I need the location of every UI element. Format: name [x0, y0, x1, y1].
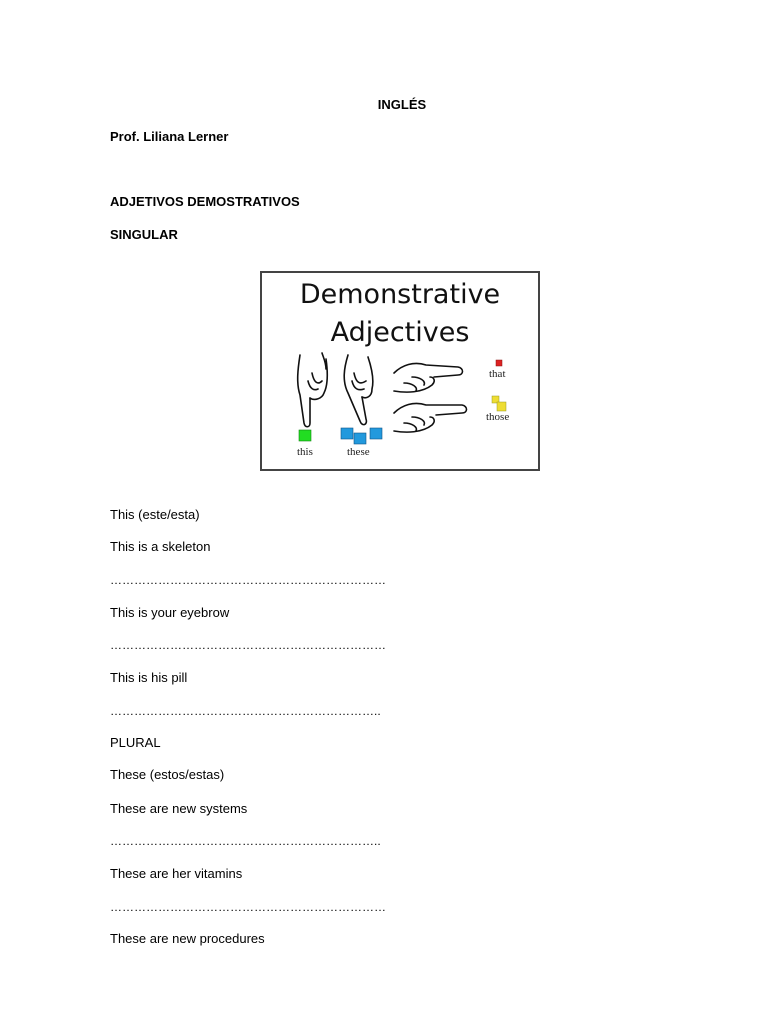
hand-pointing-down-icon: [298, 353, 328, 427]
exercise-sentence: These are new procedures: [110, 931, 265, 946]
those-square: [497, 402, 506, 411]
these-square: [354, 433, 366, 444]
figure-title-line2: Adjectives: [330, 317, 470, 348]
hand-pointing-right-icon: [394, 403, 467, 432]
hand-pointing-down-icon: [344, 355, 373, 425]
demonstrative-adjectives-figure: [260, 271, 540, 471]
that-square: [496, 360, 502, 366]
singular-heading: SINGULAR: [110, 227, 178, 242]
these-square: [341, 428, 353, 439]
plural-heading: PLURAL: [110, 735, 161, 750]
topic-heading: ADJETIVOS DEMOSTRATIVOS: [110, 194, 300, 209]
exercise-sentence: This is a skeleton: [110, 539, 211, 554]
plural-intro: These (estos/estas): [110, 767, 225, 782]
answer-line: …………………………………………………………..: [110, 834, 381, 848]
figure-title-line1: Demonstrative: [299, 279, 501, 310]
page-subject-title: INGLÉS: [377, 97, 427, 112]
these-square: [370, 428, 382, 439]
label-this: this: [297, 446, 313, 458]
label-that: that: [489, 368, 506, 380]
teacher-name: Prof. Liliana Lerner: [110, 129, 229, 144]
singular-intro: This (este/esta): [110, 507, 200, 522]
label-these: these: [347, 446, 370, 458]
exercise-sentence: This is his pill: [110, 670, 188, 685]
exercise-sentence: These are new systems: [110, 801, 248, 816]
answer-line: ……………………………………………………………: [110, 638, 386, 652]
answer-line: ……………………………………………………………: [110, 900, 386, 914]
answer-line: …………………………………………………………..: [110, 704, 381, 718]
exercise-sentence: This is your eyebrow: [110, 605, 230, 620]
answer-line: ……………………………………………………………: [110, 573, 386, 587]
hand-pointing-right-icon: [394, 363, 463, 392]
label-those: those: [486, 411, 510, 423]
this-square: [299, 430, 311, 441]
exercise-sentence: These are her vitamins: [110, 866, 243, 881]
